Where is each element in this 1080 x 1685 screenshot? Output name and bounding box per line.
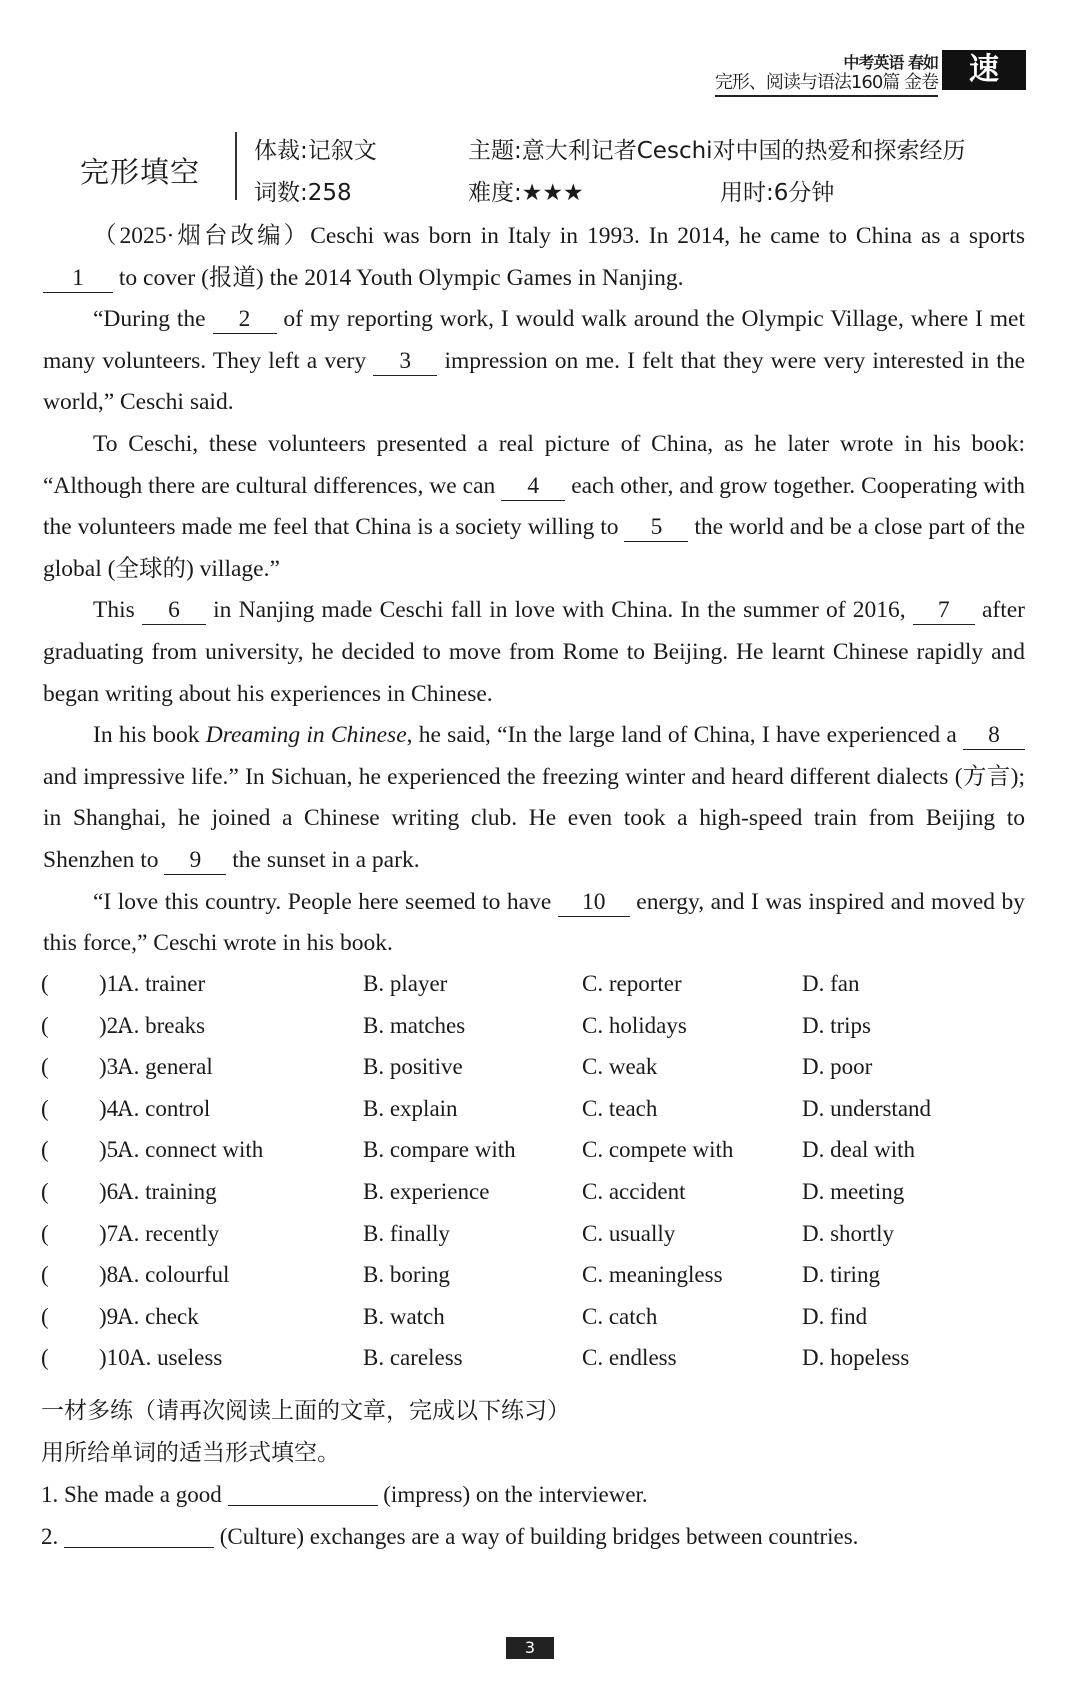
paragraph-6: “I love this country. People here seemed to have 10 energy, and I was inspired and moved by this force,” Ceschi wrote in his book. bbox=[43, 888, 1025, 957]
option-d[interactable]: D. trips bbox=[802, 1012, 871, 1038]
option-a[interactable]: A. trainer bbox=[117, 971, 206, 996]
question-number: )10. bbox=[99, 1345, 136, 1371]
question-number: )5. bbox=[99, 1137, 124, 1163]
question-number: )6. bbox=[99, 1178, 124, 1204]
practice-heading: 一材多练（请再次阅读上面的文章，完成以下练习） bbox=[41, 1398, 570, 1424]
option-c[interactable]: C. reporter bbox=[582, 971, 682, 996]
section-title: 完形填空 bbox=[80, 155, 201, 189]
time-label: 用时:6分钟 bbox=[720, 180, 835, 206]
paragraph-4: This 6 in Nanjing made Ceschi fall in love with China. In the summer of 2016, 7 after graduating from university, he decided to move from Rome to Beijing. He learnt Chinese rapidly and began writing about his experiences in Chinese. bbox=[43, 597, 1026, 707]
word-count-label: 词数:258 bbox=[254, 180, 352, 206]
answer-blank[interactable] bbox=[64, 1523, 214, 1548]
option-c[interactable]: C. endless bbox=[582, 1345, 677, 1371]
option-d[interactable]: D. understand bbox=[802, 1095, 932, 1121]
question-number: )9. bbox=[99, 1303, 124, 1329]
answer-blank[interactable] bbox=[228, 1481, 378, 1506]
option-b[interactable]: B. boring bbox=[363, 1262, 450, 1288]
page-number: 3 bbox=[506, 1637, 554, 1659]
blank-6[interactable]: 6 bbox=[142, 596, 206, 625]
option-d[interactable]: D. find bbox=[802, 1303, 868, 1329]
option-a[interactable]: A. breaks bbox=[117, 1012, 206, 1038]
answer-bracket[interactable]: ( bbox=[41, 971, 49, 996]
question-options bbox=[41, 963, 1031, 1379]
practice-question-2: 2. (Culture) exchanges are a way of building bridges between countries. bbox=[41, 1524, 859, 1549]
cloze-passage bbox=[43, 216, 1025, 965]
question-row-2 bbox=[41, 1005, 1031, 1047]
option-a[interactable]: A. control bbox=[117, 1095, 211, 1121]
option-c[interactable]: C. usually bbox=[582, 1220, 676, 1246]
blank-9[interactable]: 9 bbox=[164, 846, 226, 875]
option-b[interactable]: B. finally bbox=[363, 1220, 450, 1246]
question-number: )7. bbox=[99, 1220, 124, 1246]
option-a[interactable]: A. recently bbox=[117, 1220, 220, 1246]
answer-bracket[interactable]: ( bbox=[41, 1054, 49, 1080]
option-d[interactable]: D. shortly bbox=[802, 1220, 894, 1246]
option-b[interactable]: B. compare with bbox=[363, 1137, 516, 1163]
answer-bracket[interactable]: ( bbox=[41, 1178, 49, 1204]
practice-instruction: 用所给单词的适当形式填空。 bbox=[41, 1440, 340, 1466]
option-c[interactable]: C. weak bbox=[582, 1054, 658, 1080]
option-c[interactable]: C. holidays bbox=[582, 1012, 687, 1038]
option-c[interactable]: C. accident bbox=[582, 1178, 686, 1204]
answer-bracket[interactable]: ( bbox=[41, 1220, 49, 1246]
answer-bracket[interactable]: ( bbox=[41, 1137, 49, 1163]
answer-bracket[interactable]: ( bbox=[41, 1262, 49, 1288]
option-d[interactable]: D. fan bbox=[802, 971, 860, 996]
option-c[interactable]: C. catch bbox=[582, 1303, 658, 1329]
question-number: )4. bbox=[99, 1095, 124, 1121]
question-row-6 bbox=[41, 1171, 1031, 1213]
question-row-4 bbox=[41, 1088, 1031, 1130]
blank-10[interactable]: 10 bbox=[558, 888, 630, 917]
option-d[interactable]: D. tiring bbox=[802, 1262, 880, 1288]
question-row-9 bbox=[41, 1296, 1031, 1338]
question-row-7 bbox=[41, 1213, 1031, 1255]
blank-7[interactable]: 7 bbox=[913, 596, 975, 625]
option-a[interactable]: A. colourful bbox=[117, 1262, 230, 1288]
difficulty-label: 难度:★★★ bbox=[468, 180, 584, 206]
option-b[interactable]: B. careless bbox=[363, 1345, 463, 1371]
header-badge-logo: 速 bbox=[942, 50, 1026, 90]
question-row-5 bbox=[41, 1129, 1031, 1171]
option-c[interactable]: C. meaningless bbox=[582, 1262, 723, 1288]
option-d[interactable]: D. deal with bbox=[802, 1137, 916, 1163]
question-number: )3. bbox=[99, 1054, 124, 1080]
option-a[interactable]: A. useless bbox=[129, 1345, 223, 1371]
option-c[interactable]: C. compete with bbox=[582, 1137, 734, 1163]
question-row-1 bbox=[41, 963, 1031, 1005]
paragraph-3: To Ceschi, these volunteers presented a real picture of China, as he later wrote in his book: “Although there are cultural differences, we can 4 each other, and grow together. Cooperating with the volunteers made me feel that China is a society willing to 5 the world and be a close part of the global (全球的) village.” bbox=[43, 430, 1026, 582]
topic-label: 主题:意大利记者Ceschi对中国的热爱和探索经历 bbox=[468, 138, 966, 164]
paragraph-2: “During the 2 of my reporting work, I would walk around the Olympic Village, where I met many volunteers. They left a very 3 impression on me. I felt that they were very interested in the world,” Ceschi said. bbox=[43, 306, 1026, 416]
paragraph-1: （2025·烟台改编）Ceschi was born in Italy in 1993. In 2014, he came to China as a sports 1 to cover (报道) the 2014 Youth Olympic Games in Nanjing. bbox=[43, 216, 1025, 299]
header-series-text: 完形、阅读与语法160篇 金卷 bbox=[715, 68, 938, 97]
book-header bbox=[698, 50, 1026, 93]
book-title: Dreaming in Chinese bbox=[205, 722, 407, 749]
question-row-10 bbox=[41, 1337, 1031, 1379]
practice-section bbox=[41, 1390, 1031, 1558]
answer-bracket[interactable]: ( bbox=[41, 1345, 49, 1371]
divider bbox=[235, 132, 237, 200]
option-a[interactable]: A. connect with bbox=[117, 1137, 264, 1163]
answer-bracket[interactable]: ( bbox=[41, 1303, 49, 1329]
blank-2[interactable]: 2 bbox=[213, 305, 277, 334]
genre-label: 体裁:记叙文 bbox=[254, 138, 377, 164]
header-top-text: 中考英语 春如 bbox=[843, 53, 938, 72]
blank-5[interactable]: 5 bbox=[624, 513, 688, 542]
paragraph-5: In his book Dreaming in Chinese, he said, “In the large land of China, I have experienced a 8 and impressive life.” In Sichuan, he experienced the freezing winter and heard different dialects (方言); in Shanghai, he joined a Chinese writing club. He even took a high-speed train from Beijing to Shenzhen to 9 the sunset in a park. bbox=[43, 722, 1025, 873]
option-b[interactable]: B. experience bbox=[363, 1178, 490, 1204]
option-a[interactable]: A. check bbox=[117, 1303, 199, 1329]
blank-1[interactable]: 1 bbox=[43, 264, 113, 293]
question-row-3 bbox=[41, 1046, 1031, 1088]
question-number: )1. bbox=[99, 971, 124, 996]
option-d[interactable]: D. meeting bbox=[802, 1178, 905, 1204]
option-c[interactable]: C. teach bbox=[582, 1095, 658, 1121]
option-d[interactable]: D. poor bbox=[802, 1054, 873, 1080]
blank-8[interactable]: 8 bbox=[963, 721, 1025, 750]
blank-4[interactable]: 4 bbox=[501, 472, 565, 501]
option-b[interactable]: B. player bbox=[363, 971, 448, 996]
option-d[interactable]: D. hopeless bbox=[802, 1345, 910, 1371]
question-row-8 bbox=[41, 1254, 1031, 1296]
option-b[interactable]: B. watch bbox=[363, 1303, 445, 1329]
question-number: )8. bbox=[99, 1262, 124, 1288]
practice-question-1: 1. She made a good (impress) on the interviewer. bbox=[41, 1482, 648, 1507]
option-a[interactable]: A. general bbox=[117, 1054, 213, 1080]
answer-bracket[interactable]: ( bbox=[41, 1012, 49, 1038]
option-b[interactable]: B. matches bbox=[363, 1012, 466, 1038]
blank-3[interactable]: 3 bbox=[373, 347, 437, 376]
question-number: )2. bbox=[99, 1012, 124, 1038]
option-a[interactable]: A. training bbox=[117, 1178, 217, 1204]
answer-bracket[interactable]: ( bbox=[41, 1095, 49, 1121]
option-b[interactable]: B. explain bbox=[363, 1095, 458, 1121]
option-b[interactable]: B. positive bbox=[363, 1054, 463, 1080]
